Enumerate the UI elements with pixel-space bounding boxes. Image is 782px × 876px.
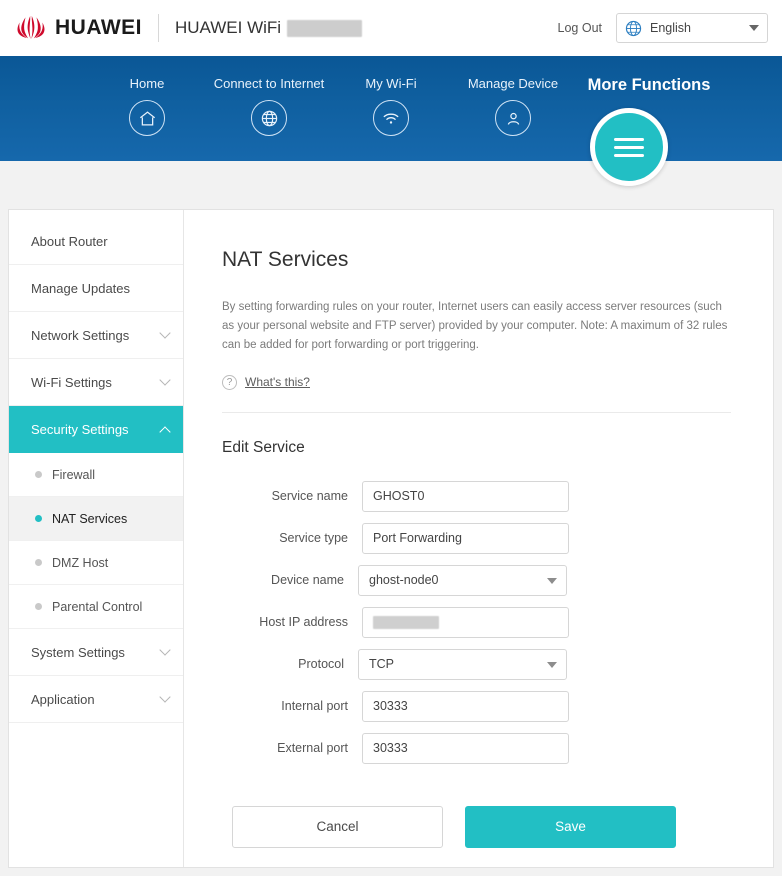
sidebar-item-label: Network Settings: [31, 327, 130, 343]
hamburger-icon[interactable]: [590, 108, 668, 186]
header-divider: [158, 14, 159, 42]
field-label: Protocol: [298, 657, 344, 672]
device-title: [175, 18, 362, 38]
whats-this-link[interactable]: What's this?: [245, 375, 310, 390]
main-navigation: [0, 56, 782, 161]
sidebar-subitem-firewall[interactable]: [9, 453, 183, 497]
nav-item-list: [0, 56, 782, 136]
host-ip-address-input[interactable]: [362, 607, 569, 638]
field-label: Internal port: [281, 699, 348, 714]
chevron-down-icon: [547, 662, 557, 668]
cancel-button[interactable]: Cancel: [232, 806, 443, 848]
chevron-down-icon: [159, 691, 170, 702]
section-title: Edit Service: [222, 438, 305, 456]
top-bar: [0, 0, 782, 56]
user-icon: [495, 100, 531, 136]
brand-name: HUAWEI: [55, 16, 142, 39]
field-label: Host IP address: [259, 615, 348, 630]
chevron-down-icon: [547, 578, 557, 584]
nav-item-label: Home: [129, 76, 165, 91]
page-description: By setting forwarding rules on your router, Internet users can easily access server resources (such as your personal website and FTP server) provided by your computer. Note: A maximum of 32 rules can be added for port forwarding or port triggering.: [222, 301, 728, 351]
bullet-icon: [35, 471, 42, 478]
form-row-device-name: [218, 565, 731, 596]
sidebar-item-label: Wi-Fi Settings: [31, 374, 112, 390]
service-type-input[interactable]: [362, 523, 569, 554]
hamburger-bar: [614, 138, 644, 141]
field-label: External port: [277, 741, 348, 756]
sidebar-subitem-label: NAT Services: [52, 511, 128, 526]
sidebar-item-label: Manage Updates: [31, 280, 131, 296]
hamburger-bar: [614, 154, 644, 157]
sidebar-subitem-label: Parental Control: [52, 599, 143, 614]
external-port-input[interactable]: [362, 733, 569, 764]
chevron-down-icon: [159, 327, 170, 338]
chevron-down-icon: [749, 25, 759, 31]
language-label: English: [650, 21, 691, 35]
page-title: NAT Services: [222, 248, 349, 271]
form-row-service-type: [222, 523, 731, 554]
field-value: TCP: [369, 657, 394, 672]
bullet-icon: [35, 559, 42, 566]
wifi-icon: [373, 100, 409, 136]
sidebar: [9, 210, 184, 867]
sidebar-subitem-dmz-host[interactable]: [9, 541, 183, 585]
brand-logo: [16, 15, 142, 41]
sidebar-item-security-settings[interactable]: [9, 406, 183, 453]
device-title-redacted: [287, 20, 362, 37]
sidebar-subitem-nat-services[interactable]: [9, 497, 183, 541]
logout-button[interactable]: Log Out: [557, 21, 602, 35]
whats-this-row[interactable]: [222, 375, 731, 390]
field-value: 30333: [373, 699, 408, 714]
language-selector[interactable]: [616, 13, 768, 43]
chevron-down-icon: [159, 374, 170, 385]
device-title-text: HUAWEI WiFi: [175, 18, 282, 37]
form-row-internal-port: [222, 691, 731, 722]
form-row-host-ip-address: [222, 607, 731, 638]
globe-icon: [625, 20, 642, 37]
field-value: 30333: [373, 741, 408, 756]
sidebar-item-label: System Settings: [31, 644, 125, 660]
sidebar-item-about-router[interactable]: [9, 218, 183, 265]
chevron-up-icon: [159, 426, 170, 437]
nav-item-label: More Functions: [587, 76, 711, 94]
bullet-icon: [35, 603, 42, 610]
sidebar-item-wifi-settings[interactable]: [9, 359, 183, 406]
chevron-down-icon: [159, 644, 170, 655]
nav-item-more-functions[interactable]: [574, 56, 724, 104]
sidebar-item-manage-updates[interactable]: [9, 265, 183, 312]
bullet-icon: [35, 515, 42, 522]
sidebar-subitem-label: Firewall: [52, 467, 96, 482]
sidebar-item-system-settings[interactable]: [9, 629, 183, 676]
nav-item-label: My Wi-Fi: [365, 76, 417, 91]
field-value: Port Forwarding: [373, 531, 462, 546]
field-label: Service name: [271, 489, 348, 504]
device-name-select[interactable]: [358, 565, 567, 596]
form-row-service-name: [222, 481, 731, 512]
top-bar-right: [558, 13, 768, 43]
form-row-external-port: [222, 733, 731, 764]
sidebar-item-label: About Router: [31, 233, 108, 249]
home-icon: [129, 100, 165, 136]
nav-item-label: Connect to Internet: [213, 76, 325, 91]
bottom-spacer: [222, 848, 731, 868]
nav-item-my-wifi[interactable]: [330, 56, 452, 136]
content-panel: [8, 209, 774, 868]
section-divider: [222, 412, 731, 413]
field-value: ghost-node0: [369, 573, 439, 588]
sidebar-subitem-label: DMZ Host: [52, 555, 109, 570]
edit-service-form: [222, 481, 731, 764]
question-mark-icon: ?: [222, 375, 237, 390]
field-label: Service type: [279, 531, 348, 546]
internal-port-input[interactable]: [362, 691, 569, 722]
nav-item-connect-to-internet[interactable]: [208, 56, 330, 136]
sidebar-item-label: Security Settings: [31, 422, 129, 437]
form-row-protocol: [218, 649, 731, 680]
main-content: [184, 210, 773, 867]
field-value: GHOST0: [373, 489, 425, 504]
save-button[interactable]: Save: [465, 806, 676, 848]
sidebar-item-label: Application: [31, 691, 95, 707]
sidebar-item-network-settings[interactable]: [9, 312, 183, 359]
service-name-input[interactable]: [362, 481, 569, 512]
globe-icon: [251, 100, 287, 136]
nav-item-home[interactable]: [86, 56, 208, 136]
nav-item-label: Manage Device: [467, 76, 559, 91]
sidebar-item-application[interactable]: [9, 676, 183, 723]
host-ip-redacted: [373, 616, 439, 629]
hamburger-bar: [614, 146, 644, 149]
huawei-flower-logo-icon: [16, 15, 46, 41]
sidebar-subitem-parental-control[interactable]: [9, 585, 183, 629]
field-label: Device name: [271, 573, 344, 588]
form-actions: [222, 806, 731, 848]
protocol-select[interactable]: [358, 649, 567, 680]
nav-item-manage-device[interactable]: [452, 56, 574, 136]
